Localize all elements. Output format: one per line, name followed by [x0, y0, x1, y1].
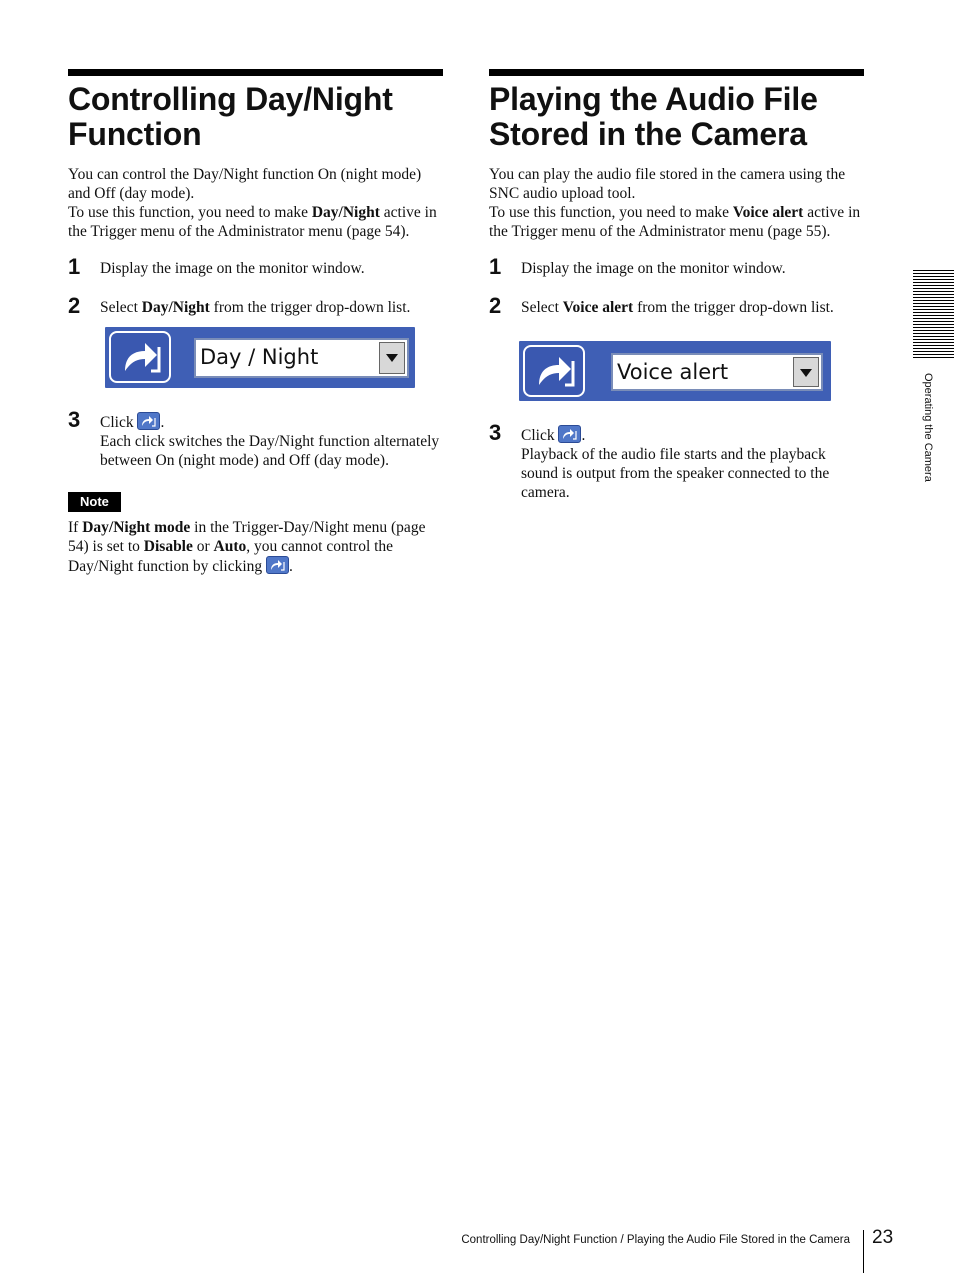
trigger-arrow-icon[interactable] [109, 331, 171, 383]
trigger-dropdown[interactable] [611, 353, 823, 391]
section-title: Controlling Day/Night Function [68, 81, 393, 152]
section-tab-marker [913, 270, 954, 360]
trigger-widget [105, 327, 415, 388]
trigger-arrow-icon[interactable] [558, 425, 581, 443]
note-text: If Day/Night mode in the Trigger-Day/Night menu (page 54) is set to Disable or Auto, you cannot control the Day/Night function by clicking . [68, 519, 426, 575]
step-number: 2 [489, 293, 502, 318]
step-1 [489, 254, 864, 279]
footer-title: Controlling Day/Night Function / Playing the Audio File Stored in the Camera [461, 1234, 850, 1246]
trigger-arrow-icon[interactable] [137, 412, 160, 430]
note-label: Note [68, 492, 121, 512]
intro-paragraph: You can control the Day/Night function On (night mode) and Off (day mode). To use this function, you need to make Day/Night active in the Trigger menu of the Administrator menu (page 54). [68, 166, 437, 240]
heading-rule [489, 69, 864, 76]
step-2 [68, 293, 443, 318]
step-text: Display the image on the monitor window. [100, 260, 365, 277]
page-number: 23 [872, 1227, 894, 1248]
section-day-night [68, 69, 443, 576]
trigger-widget [519, 341, 831, 401]
dropdown-value: Day / Night [200, 345, 319, 369]
heading-rule [68, 69, 443, 76]
trigger-dropdown[interactable] [194, 338, 409, 378]
section-audio-file [489, 69, 864, 502]
step-number: 1 [68, 254, 81, 279]
step-number: 3 [489, 420, 502, 445]
footer-divider [863, 1230, 864, 1273]
step-1 [68, 254, 443, 279]
step-text: Select Voice alert from the trigger drop-down list. [521, 299, 834, 316]
step-text: Click . Playback of the audio file starts and the playback sound is output from the speaker connected to the camera. [521, 427, 830, 501]
step-3 [489, 420, 864, 502]
dropdown-arrow-icon[interactable] [379, 342, 405, 374]
step-2 [489, 293, 864, 318]
intro-paragraph: You can play the audio file stored in the camera using the SNC audio upload tool. To use this function, you need to make Voice alert active in the Trigger menu of the Administrator menu (page 55). [489, 166, 861, 240]
step-number: 1 [489, 254, 502, 279]
step-text: Display the image on the monitor window. [521, 260, 786, 277]
step-number: 2 [68, 293, 81, 318]
section-title: Playing the Audio File Stored in the Camera [489, 81, 818, 152]
step-3 [68, 407, 443, 470]
note-block [68, 492, 443, 576]
step-text: Click . Each click switches the Day/Night function alternately between On (night mode) and Off (day mode). [100, 414, 440, 469]
section-tab-label: Operating the Camera [922, 373, 934, 482]
trigger-arrow-icon[interactable] [523, 345, 585, 397]
step-text: Select Day/Night from the trigger drop-down list. [100, 299, 411, 316]
step-number: 3 [68, 407, 81, 432]
dropdown-arrow-icon[interactable] [793, 357, 819, 387]
trigger-arrow-icon[interactable] [266, 556, 289, 574]
dropdown-value: Voice alert [617, 360, 729, 384]
